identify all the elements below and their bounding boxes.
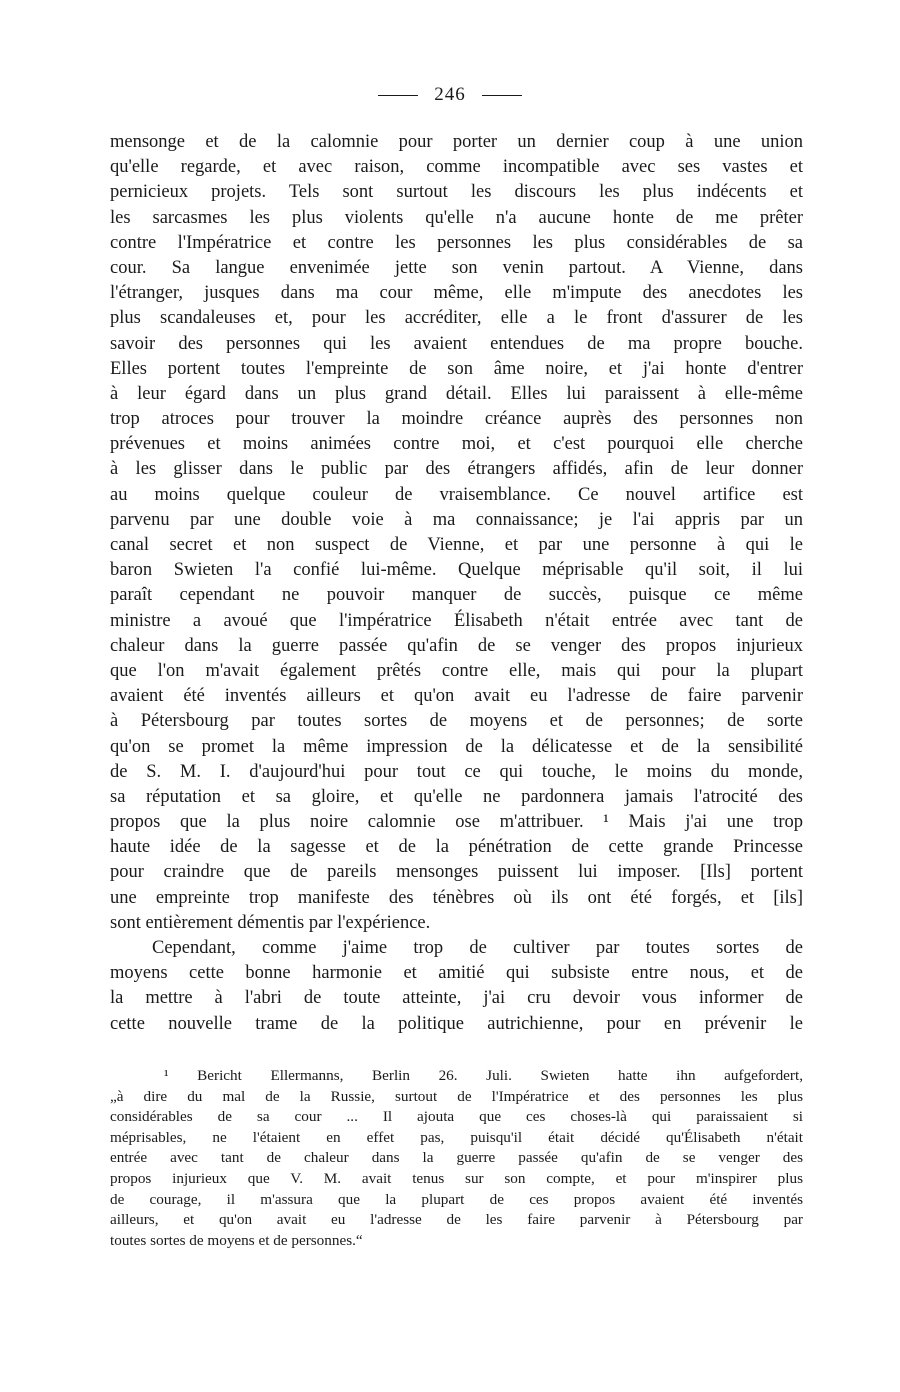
body-line: Elles portent toutes l'empreinte de son âme noire, et j'ai honte d'entrer [110,358,803,379]
footnote-line: propos injurieux que V. M. avait tenus sur son compte, et pour m'inspirer plus [110,1169,803,1187]
body-line: pernicieux projets. Tels sont surtout les discours les plus indécents et [110,182,803,203]
footnote-line: ailleurs, et qu'on avait eu l'adresse de les faire parvenir à Pétersbourg par [110,1211,803,1229]
page-number [0,84,900,106]
body-line: haute idée de la sagesse et de la pénétration de cette grande Princesse [110,837,803,858]
body-line: paraît cependant ne pouvoir manquer de succès, puisque ce même [110,585,803,606]
footnote-line: „à dire du mal de la Russie, surtout de l'Impératrice et des personnes les plus [110,1087,803,1105]
footnote-line: entrée avec tant de chaleur dans la guerre passée qu'afin de se venger des [110,1149,803,1167]
body-line: mensonge et de la calomnie pour porter un dernier coup à une union [110,132,803,152]
body-line: canal secret et non suspect de Vienne, et par une personne à qui le [110,535,803,555]
body-text [110,130,803,1037]
footnote-line: de courage, il m'assura que la plupart de ces propos avaient été inventés [110,1190,803,1208]
body-line: chaleur dans la guerre passée qu'afin de se venger des propos injurieux [110,635,803,656]
body-line: pour craindre que de pareils mensonges puissent lui imposer. [Ils] portent [110,862,803,883]
body-line: les sarcasmes les plus violents qu'elle n'a aucune honte de me prêter [110,207,803,228]
paragraph-start-line: Cependant, comme j'aime trop de cultiver par toutes sortes de [152,938,803,958]
body-line: plus scandaleuses et, pour les accréditer, elle a le front d'assurer de les [110,308,803,329]
body-line: une empreinte trop manifeste des ténèbres où ils ont été forgés, et [ils] [110,887,803,908]
body-line: trop atroces pour trouver la moindre créance auprès des personnes non [110,409,803,430]
body-line: contre l'Impératrice et contre les personnes les plus considérables de sa [110,232,803,253]
body-line: au moins quelque couleur de vraisemblance. Ce nouvel artifice est [110,484,803,505]
footnote-line: méprisables, ne l'étaient en effet pas, puisqu'il était décidé qu'Élisabeth n'était [110,1128,803,1146]
body-line: à leur égard dans un plus grand détail. Elles lui paraissent à elle-même [110,383,803,404]
body-line: à Pétersbourg par toutes sortes de moyens et de personnes; de sorte [110,711,803,732]
body-line: parvenu par une double voie à ma connaissance; je l'ai appris par un [110,509,803,530]
body-line: l'étranger, jusques dans ma cour même, elle m'impute des anecdotes les [110,283,803,304]
body-line: propos que la plus noire calomnie ose m'attribuer. ¹ Mais j'ai une trop [110,812,803,833]
body-line: savoir des personnes qui les avaient entendues de ma propre bouche. [110,333,803,354]
footnote-line: considérables de sa cour ... Il ajouta que ces choses-là qui paraissaient si [110,1108,803,1126]
footnote-block [110,1066,803,1251]
body-line: cour. Sa langue envenimée jette son venin partout. A Vienne, dans [110,257,803,278]
body-line: qu'elle regarde, et avec raison, comme incompatible avec ses vastes et [110,157,803,178]
body-line: moyens cette bonne harmonie et amitié qui subsiste entre nous, et de [110,963,803,984]
body-line: que l'on m'avait également prêtés contre elle, mais qui pour la plupart [110,660,803,681]
body-line: qu'on se promet la même impression de la délicatesse et de la sensibilité [110,736,803,757]
body-line: à les glisser dans le public par des étrangers affidés, afin de leur donner [110,459,803,480]
body-line: sa réputation et sa gloire, et qu'elle ne pardonnera jamais l'atrocité des [110,786,803,807]
footnote-line: ¹ Bericht Ellermanns, Berlin 26. Juli. Swieten hatte ihn aufgefordert, [164,1067,803,1084]
page-number-left-rule [378,95,418,96]
body-line: cette nouvelle trame de la politique autrichienne, pour en prévenir le [110,1013,803,1034]
paragraph-end-line: sont entièrement démentis par l'expérience. [110,912,431,933]
body-line: ministre a avoué que l'impératrice Élisabeth n'était entrée avec tant de [110,610,803,631]
body-line: la mettre à l'abri de toute atteinte, j'ai cru devoir vous informer de [110,988,803,1009]
page-number-right-rule [482,95,522,96]
footnote-line: toutes sortes de moyens et de personnes.“ [110,1231,363,1249]
body-line: baron Swieten l'a confié lui-même. Quelque méprisable qu'il soit, il lui [110,560,803,581]
body-line: avaient été inventés ailleurs et qu'on avait eu l'adresse de faire parvenir [110,686,803,707]
body-line: prévenues et moins animées contre moi, et c'est pourquoi elle cherche [110,434,803,455]
body-line: de S. M. I. d'aujourd'hui pour tout ce qui touche, le moins du monde, [110,761,803,782]
page-number-text: 246 [434,84,466,105]
